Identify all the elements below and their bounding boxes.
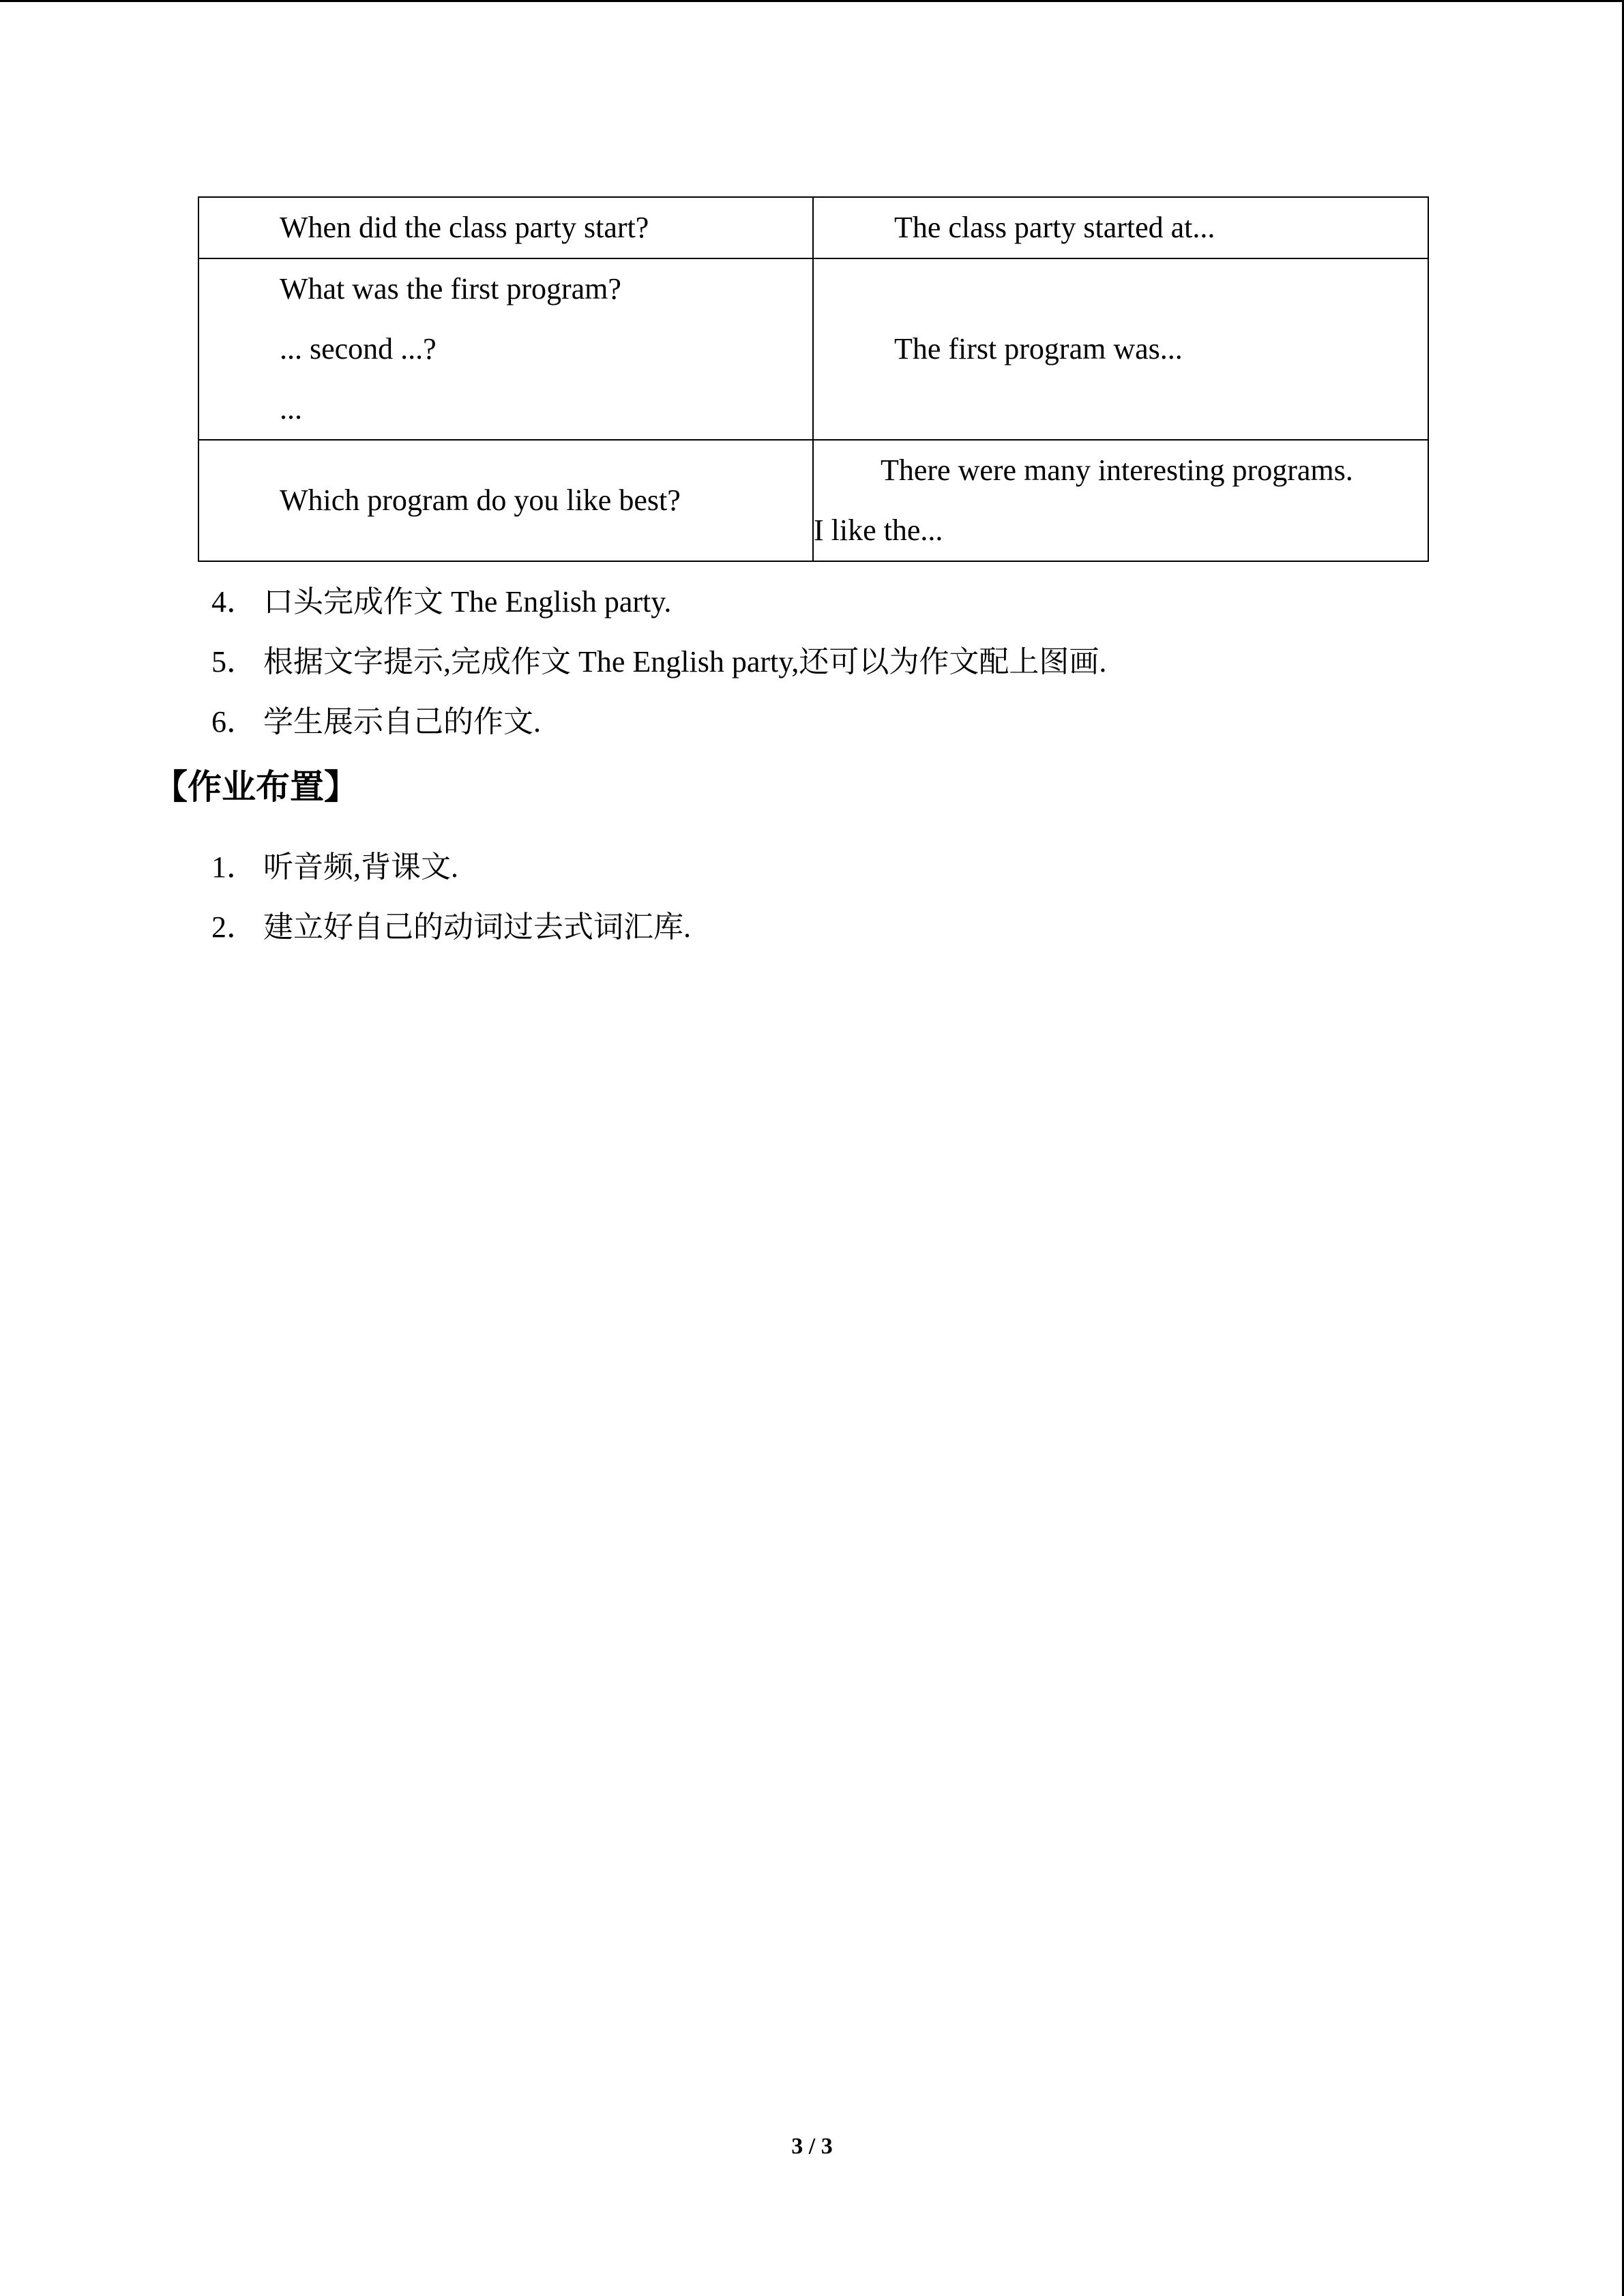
answer-text: I like the... — [814, 513, 943, 547]
homework-number: 1． — [211, 850, 256, 884]
homework-text: 建立好自己的动词过去式词汇库. — [263, 910, 691, 944]
table-row — [198, 440, 1428, 561]
question-text: Which program do you like best? — [280, 483, 681, 517]
question-text: What was the first program? — [280, 272, 621, 305]
table-cell-question — [198, 440, 813, 561]
homework-heading: 【作业布置】 — [153, 767, 358, 807]
answer-text: The class party started at... — [894, 211, 1215, 244]
table-cell-answer — [813, 197, 1428, 258]
homework-number: 2． — [211, 910, 256, 944]
question-text: ... — [280, 392, 302, 426]
list-item — [211, 837, 691, 897]
dialog-table — [198, 196, 1429, 562]
step-number: 5． — [211, 645, 256, 679]
question-text: When did the class party start? — [280, 211, 649, 244]
step-list — [211, 572, 1106, 752]
homework-text: 听音频,背课文. — [263, 850, 458, 884]
page-number: 3 / 3 — [791, 2134, 833, 2159]
table-cell-answer — [813, 440, 1428, 561]
table-row — [198, 258, 1428, 440]
list-item — [211, 897, 691, 957]
answer-text: The first program was... — [894, 332, 1183, 366]
answer-text: There were many interesting programs. — [881, 453, 1353, 487]
page-border-top — [0, 0, 1624, 2]
table-cell-answer — [813, 258, 1428, 440]
step-number: 6． — [211, 705, 256, 739]
list-item — [211, 632, 1106, 692]
step-text: 口头完成作文 The English party. — [263, 585, 672, 618]
homework-list — [211, 837, 691, 957]
step-number: 4． — [211, 585, 256, 618]
question-text: ... second ...? — [280, 332, 437, 366]
table-row — [198, 197, 1428, 258]
list-item — [211, 572, 1106, 632]
step-text: 根据文字提示,完成作文 The English party,还可以为作文配上图画. — [263, 645, 1107, 679]
step-text: 学生展示自己的作文. — [263, 705, 541, 739]
table-cell-question — [198, 197, 813, 258]
list-item — [211, 692, 1106, 752]
dialog-table-container — [198, 196, 1428, 562]
table-cell-question — [198, 258, 813, 440]
